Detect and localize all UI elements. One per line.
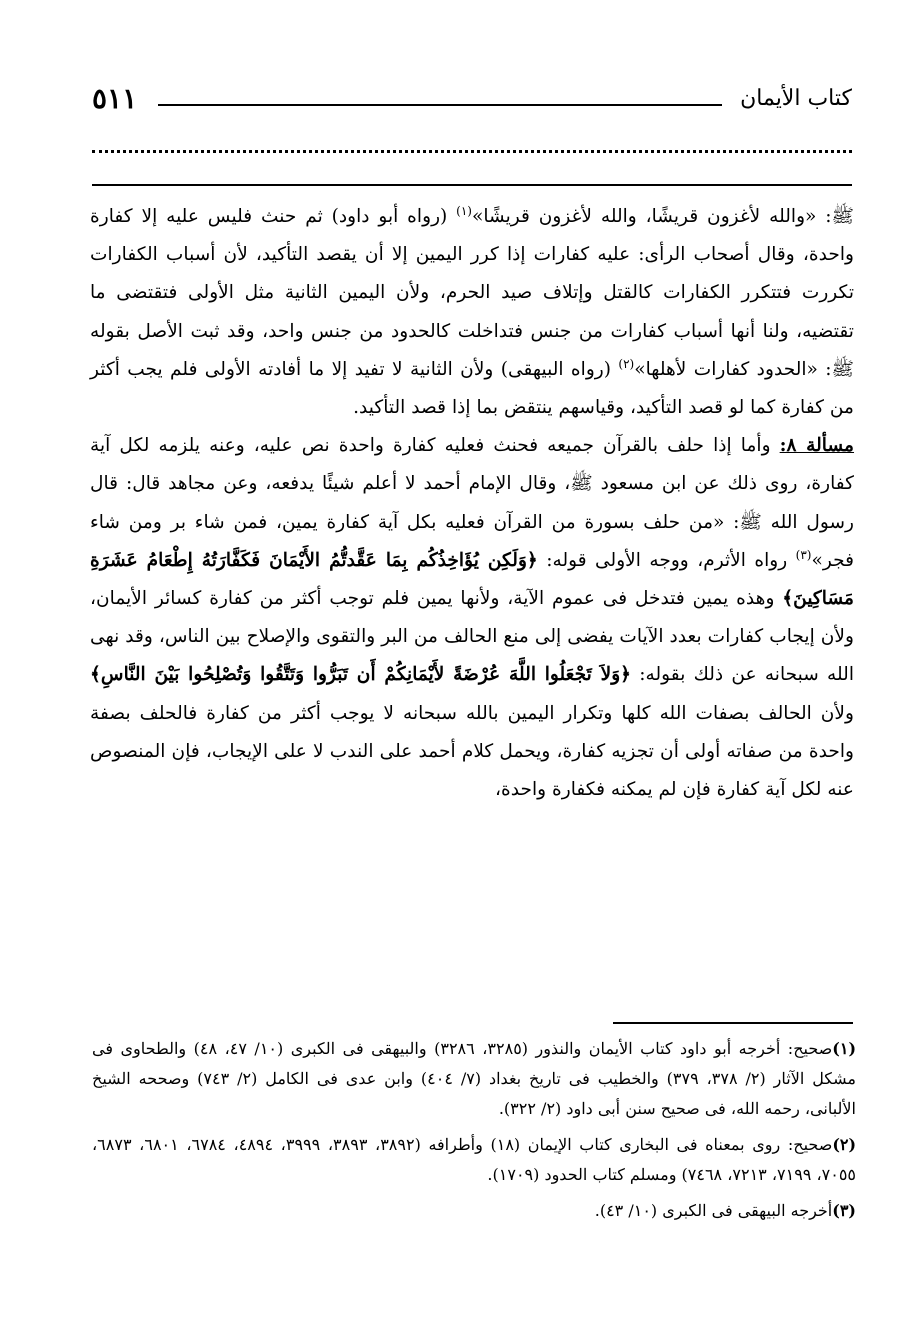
running-title: كتاب الأيمان	[740, 86, 852, 111]
paragraph-1-text: ﷺ: «والله لأغزون قريشًا، والله لأغزون قريشًا»	[471, 206, 854, 227]
footnote-2	[92, 1130, 856, 1190]
footnote-text: أخرجه البيهقى فى الكبرى (١٠/ ٤٣).	[594, 1201, 833, 1220]
page-number: ٥١١	[92, 82, 138, 115]
paragraph-2	[90, 427, 854, 809]
issue-label: مسألة ٨:	[779, 435, 855, 457]
footnote-ref-2[interactable]: (٢)	[618, 356, 635, 371]
paragraph-2-text-d: ولأن الحالف بصفات الله كلها وتكرار اليمين بالله سبحانه لا يوجب أكثر من كفارة فالحلف بصفة واحدة من صفاته أولى أن تجزيه كفارة، ويحمل كلام أحمد على الندب لا على الإيجاب، فإن المنصوص عنه لكل آية كفارة فإن لم يمكنه فكفارة واحدة،	[90, 702, 854, 801]
page-header	[92, 82, 852, 122]
paragraph-2-text-a: وأما إذا حلف بالقرآن جميعه فحنث فعليه كفارة واحدة نص عليه، وعنه يلزمه لكل آية كفارة، روى ذلك عن ابن مسعود ﷺ، وقال الإمام أحمد لا أعلم شيئًا يدفعه، وعن مجاهد قال: قال رسول الله ﷺ: «من حلف بسورة من القرآن فعليه بكل آية كفارة يمين، فمن شاء بر ومن شاء فجر»	[90, 435, 854, 571]
footnote-marker: (١)	[832, 1039, 857, 1058]
footnote-ref-1[interactable]: (١)	[456, 203, 472, 218]
footnotes	[92, 1034, 856, 1232]
paragraph-1	[90, 198, 854, 427]
paragraph-1-text-b: (رواه أبو داود) ثم حنث فليس عليه إلا كفارة واحدة، وقال أصحاب الرأى: عليه كفارات إذا كرر اليمين إلا أن يقصد التأكيد، لأن أسباب الكفارات تكررت فتتكرر الكفارات كالقتل وإتلاف صيد الحرم، ولأن اليمين الثانية مثل الأولى فتقتضى ما تقتضيه، ولنا أنها أسباب كفارات من جنس فتداخلت كالحدود من جنس واحد، وقد ثبت الأصل بقوله ﷺ: «الحدود كفارات لأهلها»	[90, 206, 854, 380]
footnote-text: صحيح: روى بمعناه فى البخارى كتاب الإيمان (١٨) وأطرافه (٣٨٩٢، ٣٨٩٣، ٣٩٩٩، ٤٨٩٤، ٦٧٨٤، ٦٨٠١، ٦٨٧٣، ٧٠٥٥، ٧١٩٩، ٧٢١٣، ٧٤٦٨) ومسلم كتاب الحدود (١٧٠٩).	[92, 1135, 856, 1184]
top-divider	[92, 184, 852, 186]
paragraph-2-text-b: رواه الأثرم، ووجه الأولى قوله:	[537, 549, 796, 571]
footnote-rule	[613, 1022, 853, 1024]
quran-verse-1: ﴿وَلَكِن يُؤَاخِذُكُم بِمَا عَقَّدتُّمُ الأَيْمَانَ فَكَفَّارَتُهُ إِطْعَامُ عَشَرَةِ مَسَاكِينَ﴾	[90, 549, 854, 610]
footnote-marker: (٣)	[832, 1201, 856, 1220]
quran-verse-2: ﴿وَلاَ تَجْعَلُوا اللَّهَ عُرْضَةً لأَيْمَانِكُمْ أَن تَبَرُّوا وَتَتَّقُوا وَتُصْلِحُوا بَيْنَ النَّاسِ﴾	[90, 664, 632, 686]
footnote-marker: (٢)	[832, 1135, 857, 1154]
footnote-text: صحيح: أخرجه أبو داود كتاب الأيمان والنذور (٣٢٨٥، ٣٢٨٦) والبيهقى فى الكبرى (١٠/ ٤٧، ٤٨) والطحاوى فى مشكل الآثار (٢/ ٣٧٨، ٣٧٩) والخطيب فى تاريخ بغداد (٧/ ٤٠٤) وابن عدى فى الكامل (٢/ ٧٤٣) وصححه الشيخ الألبانى، رحمه الله، فى صحيح سنن أبى داود (٢/ ٣٢٢).	[92, 1039, 856, 1118]
footnote-1	[92, 1034, 856, 1124]
main-text	[90, 198, 854, 809]
footnote-3	[92, 1196, 856, 1226]
header-rule	[158, 104, 722, 106]
footnote-ref-3[interactable]: (٣)	[795, 547, 812, 562]
dotted-divider	[92, 150, 852, 153]
paragraph-1-text-c: (رواه البيهقى) ولأن الثانية لا تفيد إلا ما أفادته الأولى فلم يجب أكثر من كفارة كما لو قصد التأكيد، وقياسهم ينتقض بما إذا قصد التأكيد.	[90, 358, 854, 419]
paragraph-2-text-c: وهذه يمين فتدخل فى عموم الآية، ولأنها يمين فلم توجب أكثر من كفارة كسائر الأيمان، ولأن إيجاب كفارات بعدد الآيات يفضى إلى منع الحالف من البر والتقوى والإصلاح بين الناس، وقد نهى الله سبحانه عن ذلك بقوله:	[90, 588, 854, 686]
